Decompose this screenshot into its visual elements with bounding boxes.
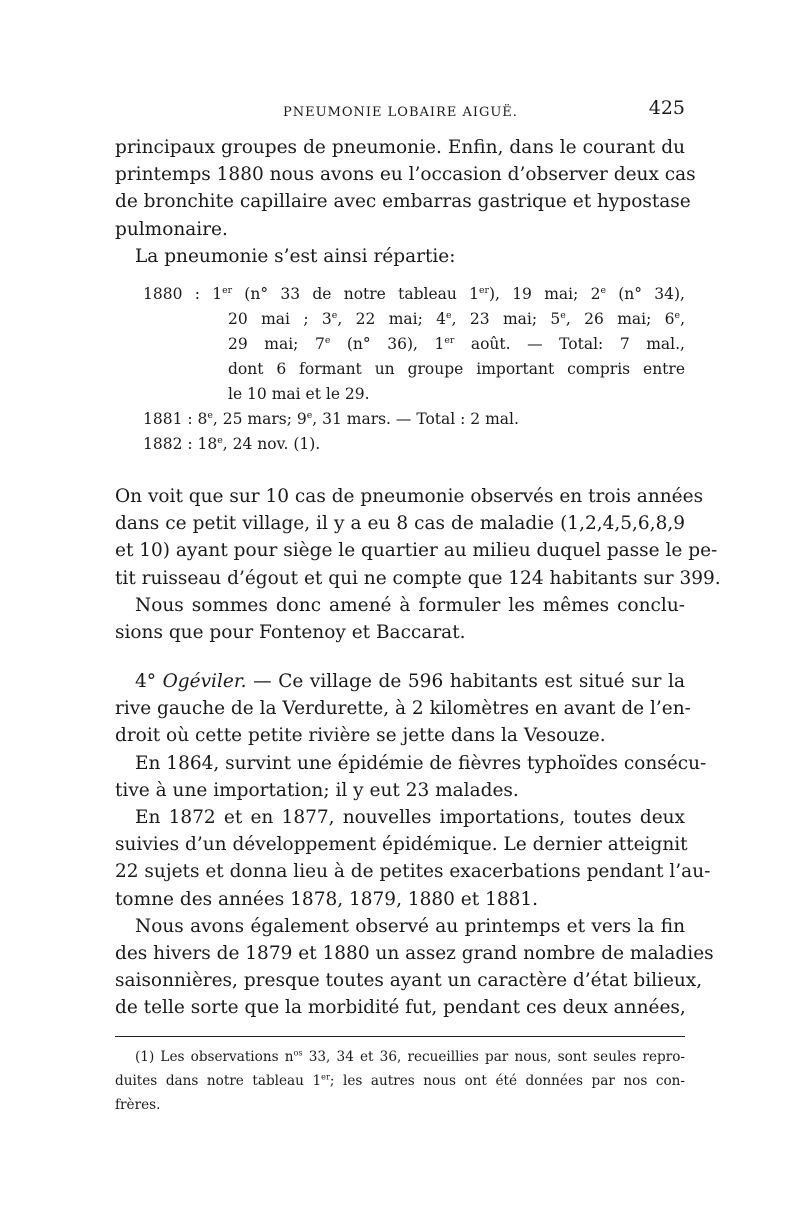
footnote — [115, 1045, 685, 1117]
paragraph — [115, 668, 691, 750]
text-line: principaux groupes de pneumonie. Enfin, dans le courant du — [115, 137, 685, 158]
footnote-line: (1) Les observations $n^{os}$ 33, 34 et 36, recueillies par nous, sont seules repro- — [135, 1047, 686, 1065]
paragraph — [115, 913, 714, 1022]
text-line: On voit que sur 10 cas de pneumonie observés en trois années — [115, 485, 704, 507]
place-name: Ogéviler. — [162, 671, 247, 693]
list-item: 1880 : 1er (n° 33 de notre tableau 1er), 19 mai; 2e (n° 34), — [143, 284, 685, 303]
text-line: tive à une importation; il y eut 23 malades. — [115, 779, 519, 801]
text-line: tit ruisseau d’égout et qui ne compte que 124 habitants sur 399. — [115, 567, 721, 589]
footnote-rule — [115, 1036, 685, 1037]
text-line: suivies d’un développement épidémique. Le dernier atteignit — [115, 834, 688, 856]
text-line: Nous sommes donc amené à formuler les mêmes conclu- — [135, 594, 685, 616]
text-line: et 10) ayant pour siège le quartier au milieu duquel passe le pe- — [115, 540, 718, 562]
list-item: 1882 : 18e, 24 nov. (1). — [143, 434, 321, 453]
body-text — [115, 134, 721, 1022]
text-line: dans ce petit village, il y a eu 8 cas de maladie (1,2,4,5,6,8,9 — [115, 513, 685, 535]
text-line: En 1872 et en 1877, nouvelles importations, toutes deux — [135, 807, 685, 828]
text-line: rive gauche de la Verdurette, à 2 kilomètres en avant de l’en- — [115, 698, 691, 720]
text-line: de telle sorte que la morbidité fut, pendant ces deux années, — [115, 997, 686, 1019]
text-line: 22 sujets et donna lieu à de petites exacerbations pendant l’au- — [115, 861, 711, 883]
paragraph — [115, 592, 685, 646]
case-list — [115, 282, 685, 457]
text-line: sions que pour Fontenoy et Baccarat. — [115, 621, 466, 643]
paragraph — [115, 134, 696, 243]
paragraph — [115, 804, 711, 913]
list-item: 20 mai ; 3e, 22 mai; 4e, 23 mai; 5e, 26 mai; 6e, — [228, 309, 685, 328]
text-line: saisonnières, presque toutes ayant un caractère d’état bilieux, — [115, 970, 703, 992]
paragraph — [115, 483, 721, 592]
list-item: le 10 mai et le 29. — [228, 384, 370, 403]
text-line: pulmonaire. — [115, 218, 228, 240]
footnote-line: frères. — [115, 1097, 161, 1113]
list-item: 29 mai; 7e (n° 36), 1er août. — Total: 7 mal., — [228, 334, 685, 353]
footnote-line: duites dans notre tableau 1er; les autres nous ont été données par nos con- — [115, 1071, 685, 1089]
running-header — [115, 97, 685, 127]
list-item: dont 6 formant un groupe important compris entre — [228, 359, 685, 378]
running-title: PNEUMONIE LOBAIRE AIGUË. — [283, 105, 518, 120]
page-number: 425 — [648, 97, 685, 119]
text-line: Nous avons également observé au printemps et vers la fin — [135, 915, 685, 937]
text-line: des hivers de 1879 et 1880 un assez grand nombre de maladies — [115, 942, 714, 964]
paragraph — [115, 243, 685, 270]
text-line: droit où cette petite rivière se jette dans la Vesouze. — [115, 725, 606, 747]
paragraph — [115, 750, 707, 804]
text-line: tomne des années 1878, 1879, 1880 et 1881. — [115, 888, 539, 910]
text-line: de bronchite capillaire avec embarras gastrique et hypostase — [115, 191, 691, 213]
list-item: 1881 : 8e, 25 mars; 9e, 31 mars. — Total : 2 mal. — [143, 409, 519, 428]
text-line: 4° Ogéviler. — Ce village de 596 habitants est situé sur la — [135, 671, 686, 693]
text-line: En 1864, survint une épidémie de fièvres typhoïdes consécu- — [135, 752, 707, 774]
text-line: La pneumonie s’est ainsi répartie: — [135, 245, 456, 267]
text-line: printemps 1880 nous avons eu l’occasion d’observer deux cas — [115, 164, 696, 186]
